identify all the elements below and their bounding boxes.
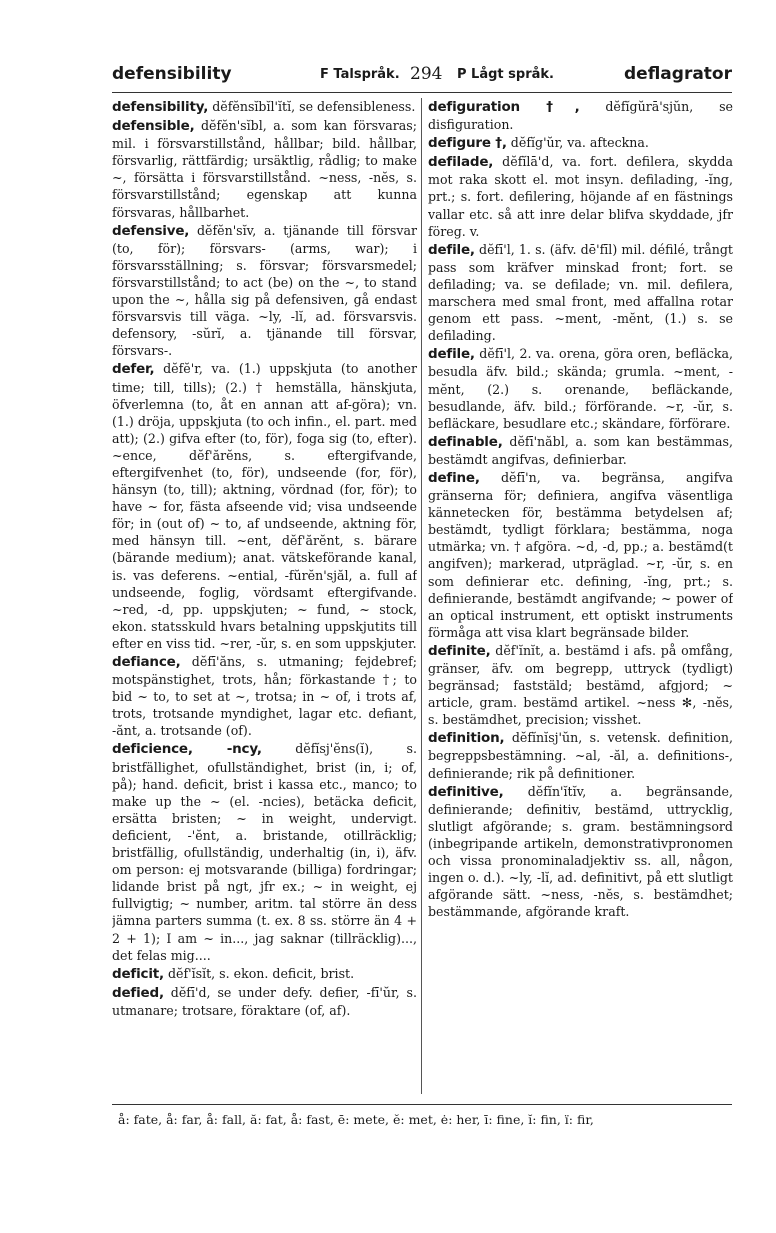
entry-headword: defilade, [428,154,494,171]
entry-headword: defiance, [112,654,181,670]
header-rule [112,92,732,93]
column-divider [421,98,422,1094]
entry-text: dĕfĭgŭrā'sjŭn, se disfiguration. [428,99,733,133]
right-column [428,98,733,1094]
entry-headword: define, [428,469,480,486]
entry-headword: defied, [112,984,164,1001]
page-number: 294 [410,64,443,84]
entry-text: dĕfĕnsĭbĭl'ĭtĭ, se defensibleness. [208,99,416,114]
dictionary-entry [428,153,733,239]
entry-headword: defensibility, [112,99,209,115]
entry-text: dĕfĕn'sĭbl, a. som kan försvaras; mil. i försvarstillstånd, hållbar; bild. hållbar, försvarlig, rättfärdig; ursäktlig, rådlig; to make ~, försätta i försvarstillstånd. ~ness, -nĕs, s. försvarstillstånd; egenskap att kunna försvaras, hållbarhet. [112,118,417,220]
entry-headword: deficience, -ncy, [112,741,262,758]
entry-headword: defile, [428,241,475,258]
entry-headword: defiguration †, [428,99,580,115]
dictionary-entry [112,653,417,739]
entry-text: dĕfī'd, se under defy. defier, -fī'ŭr, s. utmanare; trotsare, föraktare (of, af). [112,984,417,1018]
dictionary-entry [112,360,417,652]
dictionary-entry [428,469,733,641]
entry-text: dĕfī'l, 1. s. (äfv. dē'fīl) mil. défilé, trångt pass som kräfver minskad front; fort. se defilading; va. se defilade; vn. mil. defilera, marschera med smal front, med affallna rotar genom ett pass. ~ment, -mĕnt, (1.) s. se defilading. [428,241,733,344]
dictionary-entry [112,117,417,221]
abbreviation-key-right: P Lågt språk. [457,67,554,82]
entry-headword: definitive, [428,783,504,800]
entry-headword: defensible, [112,118,195,135]
entry-headword: defensive, [112,222,190,239]
entry-headword: defer, [112,361,155,378]
footer-rule [112,1104,732,1105]
entry-text: dĕfī'năbl, a. som kan bestämmas, bestämdt angifvas, definierbar. [428,433,733,467]
right-guide-word: deflagrator [624,64,732,84]
dictionary-entry [428,98,733,133]
entry-text: dĕfĭsj'ĕns(ĭ), s. bristfällighet, ofullständighet, brist (in, i; of, på); hand. deficit, brist i kassa etc., manco; to make up the ~ (el. -ncies), betäcka deficit, ersätta bristen; ~ in weight, undervigt. deficient, -'ĕnt, a. bristande, otillräcklig; bristfällig, ofullständig, underhaltig (in, i), äfv. om person: ej motsvarande (billiga) fordringar; lidande brist på ngt, jfr ex.; ~ in weight, ej fullvigtig; ~ number, aritm. tal större än dess jämna parters summa (t. ex. 8 ss. större än 4 + 2 + 1); I am ~ in..., jag saknar (tillräcklig)..., det felas mig.... [112,741,417,963]
entry-headword: defigure †, [428,135,507,152]
entry-text: dĕfĭnĭsj'ŭn, s. vetensk. definition, begreppsbestämning. ~al, -ăl, a. definitions-, definierande; rik på definitioner. [428,730,733,781]
entry-text: dĕfĕn'sĭv, a. tjänande till försvar (to, för); försvars- (arms, war); i försvarsställning; s. försvar; försvarsmedel; försvarstillstånd; to act (be) on the ~, to stand upon the ~, hålla sig på defensiven, gå endast försvarsvis till väga. ~ly, -lĭ, ad. försvarsvis. defensory, -sŭrĭ, a. tjänande till försvar, försvars-. [112,222,417,359]
pronunciation-key: å: fate, å: far, å: fall, ă: fat, å: fast, ē: mete, ĕ: met, ė: her, ī: fine, ĭ: fin, ï: fir, [118,1112,594,1127]
entry-text: dĕfĭlā'd, va. fort. defilera, skydda mot raka skott el. mot insyn. defilading, -ĭng, prt.; s. fort. defilering, höjande af en fästnings vallar etc. så att inre delar blifva skyddade, jfr föreg. v. [428,154,733,239]
entry-headword: definable, [428,433,503,450]
entry-text: dĕfĭn'ĭtĭv, a. begränsande, definierande; definitiv, bestämd, uttrycklig, slutligt afgörande; s. gram. bestämningsord (inbegripande artikeln, demonstrativpronomen och vissa pronominaladjektiv ss. all, någon, ingen o. d.). ~ly, -lĭ, ad. definitivt, på ett slutligt afgörande sätt. ~ness, -nĕs, s. bestämdhet; bestämmande, afgörande kraft. [428,783,733,920]
entry-text: dĕfĕ'r, va. (1.) uppskjuta (to another time; till, tills); (2.) † hemställa, hänskjuta, öfverlemna (to, åt en annan att af-göra); vn. (1.) dröja, uppskjuta (to och infin., el. part. med att); (2.) gifva efter (to, för), foga sig (to, efter). ~ence, dĕf'ărĕns, s. eftergifvande, eftergifvenhet (to, för), undseende (for, för), hänsyn (to, till); aktning, vördnad (for, för); to have ~ for, fästa afseende vid; visa undseende för; in (out of) ~ to, af undseende, aktning för, med hänsyn till. ~ent, dĕf'ărĕnt, s. bärare (bärande medium); anat. vätskeförande kanal, is. vas deferens. ~ential, -fŭrĕn'sjăl, a. full af undseende, foglig, vördsamt eftergifvande. ~red, -d, pp. uppskjuten; ~ fund, ~ stock, ekon. statsskuld hvars betalning uppskjutits till efter en viss tid. ~rer, -ŭr, s. en som uppskjuter. [112,361,417,651]
left-column [112,98,417,1094]
entry-text: dĕf'ĭnĭt, a. bestämd i afs. på omfång, gränser, äfv. om begrepp, uttryck (tydligt) begränsad; faststäld; bestämd, afgjord; ~ article, gram. bestämd artikel. ~ness ✻, -nĕs, s. bestämdhet, precision; visshet. [428,642,733,728]
entry-headword: deficit, [112,965,164,982]
entry-text: dĕf'ĭsĭt, s. ekon. deficit, brist. [163,965,355,981]
dictionary-entry [428,433,733,468]
dictionary-entry [112,965,417,983]
left-guide-word: defensibility [112,64,232,84]
dictionary-entry [112,222,417,360]
entry-text: dĕfī'l, 2. va. orena, göra oren, befläcka, besudla äfv. bild.; skända; grumla. ~ment, -mĕnt, (2.) s. orenande, befläckande, besudlande, äfv. bild.; förförande. ~r, -ŭr, s. befläckare, besudlare etc.; skändare, förförare. [428,346,733,431]
dictionary-entry [428,134,733,152]
dictionary-entry [112,984,417,1019]
entry-text: dĕfĭg'ŭr, va. afteckna. [506,135,649,151]
dictionary-entry [112,740,417,963]
entry-text: dĕfī'n, va. begränsa, angifva gränserna för; definiera, angifva väsentliga kännetecken för, bestämma betydelsen af; bestämdt, tydligt förklara; bestämma, noga utmärka; vn. † afgöra. ~d, -d, pp.; a. bestämd(t angifven); markerad, utpräglad. ~r, -ŭr, s. en som definierar etc. defining, -ĭng, prt.; s. definierande, bestämdt angifvande; ~ power of an optical instrument, ett optiskt instruments förmåga att visa klart begränsade bilder. [428,469,733,640]
entry-headword: definition, [428,730,505,747]
entry-headword: defile, [428,346,475,363]
dictionary-entry [428,241,733,345]
abbreviation-key-left: F Talspråk. [320,67,400,82]
entry-headword: definite, [428,642,491,659]
dictionary-entry [428,345,733,431]
running-header [112,64,732,90]
dictionary-entry [428,729,733,781]
dictionary-entry [428,642,733,728]
dictionary-entry [428,783,733,921]
entry-text: dĕfī'ăns, s. utmaning; fejdebref; motspänstighet, trots, hån; förkastande †; to bid ~ to, to set at ~, trotsa; in ~ of, i trots af, trots, trotsande myndighet, lagar etc. defiant, -ănt, a. trotsande (of). [112,654,417,739]
dictionary-entry [112,98,417,116]
